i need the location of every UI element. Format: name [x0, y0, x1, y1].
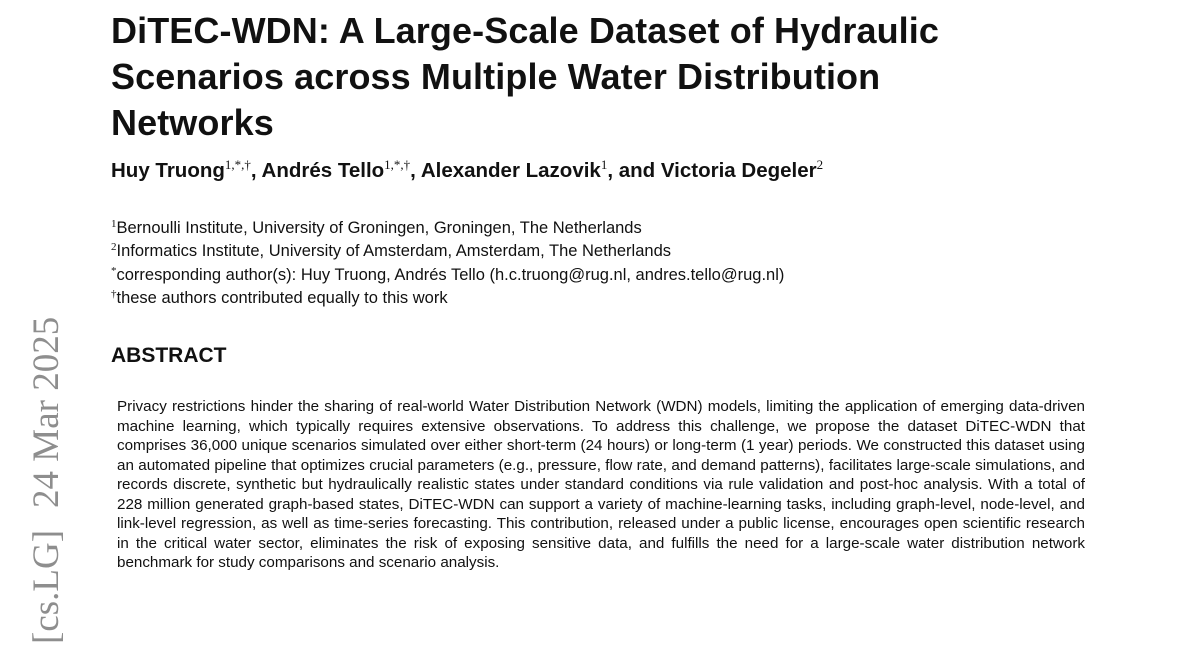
abstract-body: Privacy restrictions hinder the sharing of real-world Water Distribution Network (WDN) models, limiting the application of emerging data-driven machine learning, which typically requires extensive observations. To address this challenge, we propose the dataset DiTEC-WDN that comprises 36,000 unique scenarios simulated over either short-term (24 hours) or long-term (1 year) periods. We constructed this dataset using an automated pipeline that optimizes crucial parameters (e.g., pressure, flow rate, and demand patterns), facilitates large-scale simulations, and records discrete, synthetic but hydraulically realistic states under standard conditions via rule validation and post-hoc analysis. With a total of 228 million generated graph-based states, DiTEC-WDN can support a variety of machine-learning tasks, including graph-level, node-level, and link-level regression, as well as time-series forecasting. This contribution, released under a public license, encourages open scientific research in the critical water sector, eliminates the risk of exposing sensitive data, and fulfills the need for a large-scale water distribution network benchmark for study comparisons and scenario analysis. — [117, 398, 1085, 572]
author-separator: , — [250, 159, 262, 182]
author-name: Andrés Tello — [261, 159, 385, 182]
author-name: Alexander Lazovik — [420, 159, 601, 182]
affiliation-text: Bernoulli Institute, University of Groningen, Groningen, The Netherlands — [116, 219, 642, 237]
author-name: Victoria Degeler — [660, 159, 817, 182]
author-separator: , and — [607, 159, 661, 182]
affiliation-mark: † — [111, 287, 117, 300]
author-separator: , — [410, 159, 421, 182]
title-line: Scenarios across Multiple Water Distribution — [111, 56, 881, 97]
author-marks: 1,*,† — [224, 157, 251, 172]
affiliation-text: these authors contributed equally to this work — [116, 288, 448, 307]
affiliation-mark: 1 — [111, 218, 117, 230]
affiliation-mark: * — [111, 264, 117, 277]
affiliation-line — [111, 217, 1111, 240]
title-line: Networks — [111, 102, 274, 143]
arxiv-date: 24 Mar 2025 — [26, 316, 67, 508]
title-line: DiTEC-WDN: A Large-Scale Dataset of Hydraulic — [111, 10, 939, 51]
abstract-heading: ABSTRACT — [111, 344, 227, 368]
author-marks: 1 — [600, 157, 608, 172]
affiliation-line — [111, 264, 1111, 287]
paper-header — [111, 8, 1111, 573]
arxiv-category: [cs.LG] — [26, 529, 67, 644]
affiliation-mark: 2 — [111, 241, 117, 254]
affiliation-text: corresponding author(s): Huy Truong, Andrés Tello (h.c.truong@rug.nl, andres.tello@rug.nl) — [116, 265, 785, 284]
paper-title — [111, 8, 1111, 146]
arxiv-side-stamp — [28, 317, 65, 644]
author-marks: 2 — [816, 157, 824, 172]
author-list — [111, 158, 1111, 184]
affiliation-text: Informatics Institute, University of Amsterdam, Amsterdam, The Netherlands — [116, 242, 671, 261]
author-name: Huy Truong — [111, 159, 225, 182]
affiliation-line — [111, 287, 1111, 310]
affiliation-line — [111, 240, 1111, 263]
author-marks: 1,*,† — [384, 157, 411, 172]
affiliation-list — [111, 217, 1111, 310]
